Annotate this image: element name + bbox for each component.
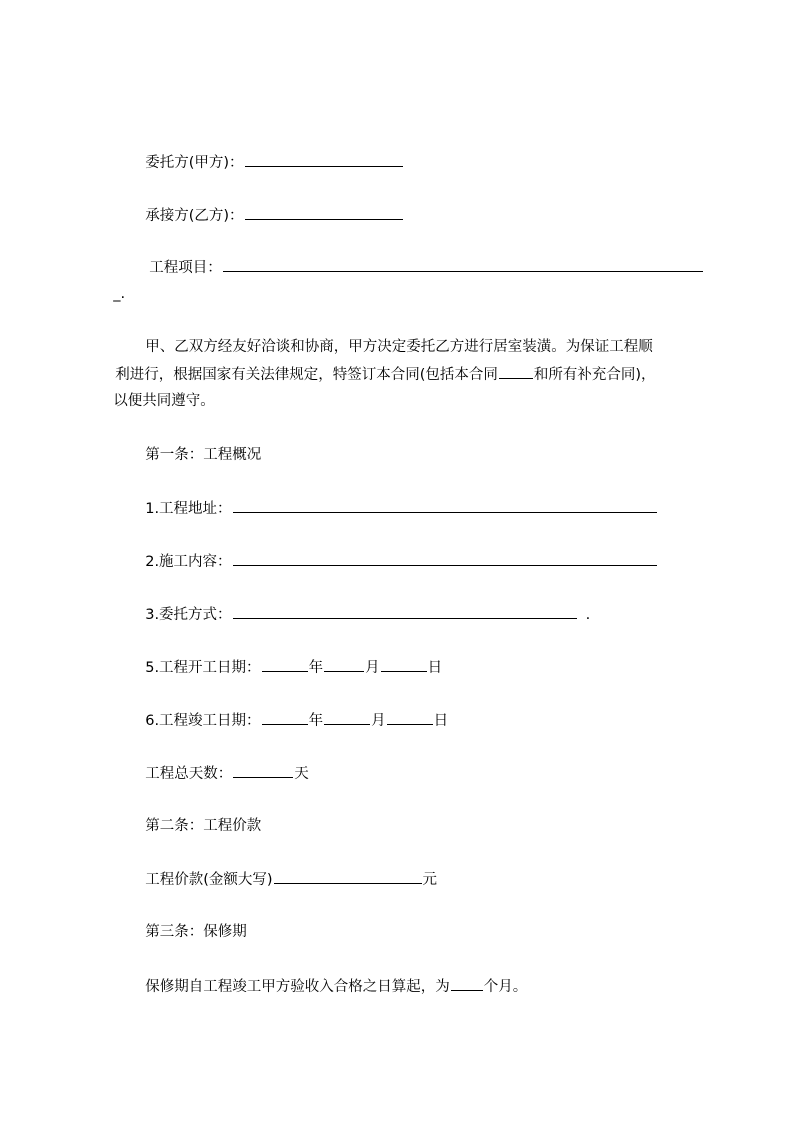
client-row: [136, 132, 404, 171]
content-label: 2.施工内容：: [145, 554, 232, 570]
total-days-row: [136, 743, 309, 782]
article1-title-text: 第一条：工程概况: [145, 447, 262, 463]
price-blank[interactable]: [274, 869, 422, 884]
warranty-row: [136, 956, 528, 995]
article1-title: [136, 425, 262, 463]
project-row: [140, 237, 704, 276]
total-days-blank[interactable]: [233, 763, 293, 778]
start-month-unit: 月: [365, 660, 380, 676]
warranty-months-blank[interactable]: [451, 976, 483, 991]
total-days-unit: 天: [294, 766, 309, 782]
price-unit: 元: [422, 872, 438, 888]
start-year-blank[interactable]: [262, 657, 308, 672]
method-label: 3.委托方式：: [145, 607, 232, 623]
article3-title: [136, 902, 247, 940]
intro-line-2: [106, 344, 656, 383]
warranty-text-a: 保修期自工程竣工甲方验收入合格之日算起，为: [145, 979, 450, 995]
contractor-blank[interactable]: [245, 205, 403, 220]
intro-text-1: 甲、乙双方经友好洽谈和协商，甲方决定委托乙方进行居室装潢。为保证工程顺: [145, 339, 653, 355]
end-month-blank[interactable]: [324, 710, 370, 725]
project-label: 工程项目：: [149, 260, 222, 276]
start-date-label: 5.工程开工日期：: [145, 660, 261, 676]
intro-line-1: [136, 317, 653, 355]
content-blank[interactable]: [233, 551, 657, 566]
end-year-blank[interactable]: [262, 710, 308, 725]
warranty-text-b: 个月。: [483, 979, 528, 995]
project-tail: _.: [113, 286, 126, 302]
project-blank[interactable]: [223, 257, 703, 272]
intro-line-3: [104, 371, 215, 409]
address-label: 1.工程地址：: [145, 501, 232, 517]
address-row: [136, 478, 658, 517]
intro-text-2b: 和所有补充合同)，: [533, 367, 656, 383]
method-blank[interactable]: [233, 604, 577, 619]
supplement-blank[interactable]: [499, 364, 533, 379]
start-date-row: [136, 637, 443, 676]
client-blank[interactable]: [245, 152, 403, 167]
address-blank[interactable]: [233, 498, 657, 513]
client-label: 委托方(甲方)：: [145, 155, 244, 171]
end-year-unit: 年: [308, 713, 324, 729]
contractor-row: [136, 185, 404, 224]
start-year-unit: 年: [308, 660, 324, 676]
price-label: 工程价款(金额大写): [145, 872, 273, 888]
price-row: [136, 849, 438, 888]
contractor-label: 承接方(乙方)：: [145, 208, 244, 224]
article3-title-text: 第三条：保修期: [145, 924, 247, 940]
end-month-unit: 月: [371, 713, 386, 729]
start-month-blank[interactable]: [324, 657, 364, 672]
start-day-unit: 日: [427, 660, 443, 676]
end-date-row: [136, 690, 449, 729]
end-day-blank[interactable]: [387, 710, 433, 725]
method-tail: .: [585, 607, 591, 623]
article2-title: [136, 796, 262, 834]
content-row: [136, 531, 658, 570]
total-days-label: 工程总天数：: [145, 766, 233, 782]
project-tail-row: [104, 264, 126, 302]
start-day-blank[interactable]: [381, 657, 427, 672]
end-day-unit: 日: [433, 713, 449, 729]
end-date-label: 6.工程竣工日期：: [145, 713, 261, 729]
method-row: [136, 584, 591, 623]
intro-text-3: 以便共同遵守。: [113, 393, 215, 409]
article2-title-text: 第二条：工程价款: [145, 818, 262, 834]
intro-text-2a: 利进行，根据国家有关法律规定，特签订本合同(包括本合同: [115, 367, 498, 383]
